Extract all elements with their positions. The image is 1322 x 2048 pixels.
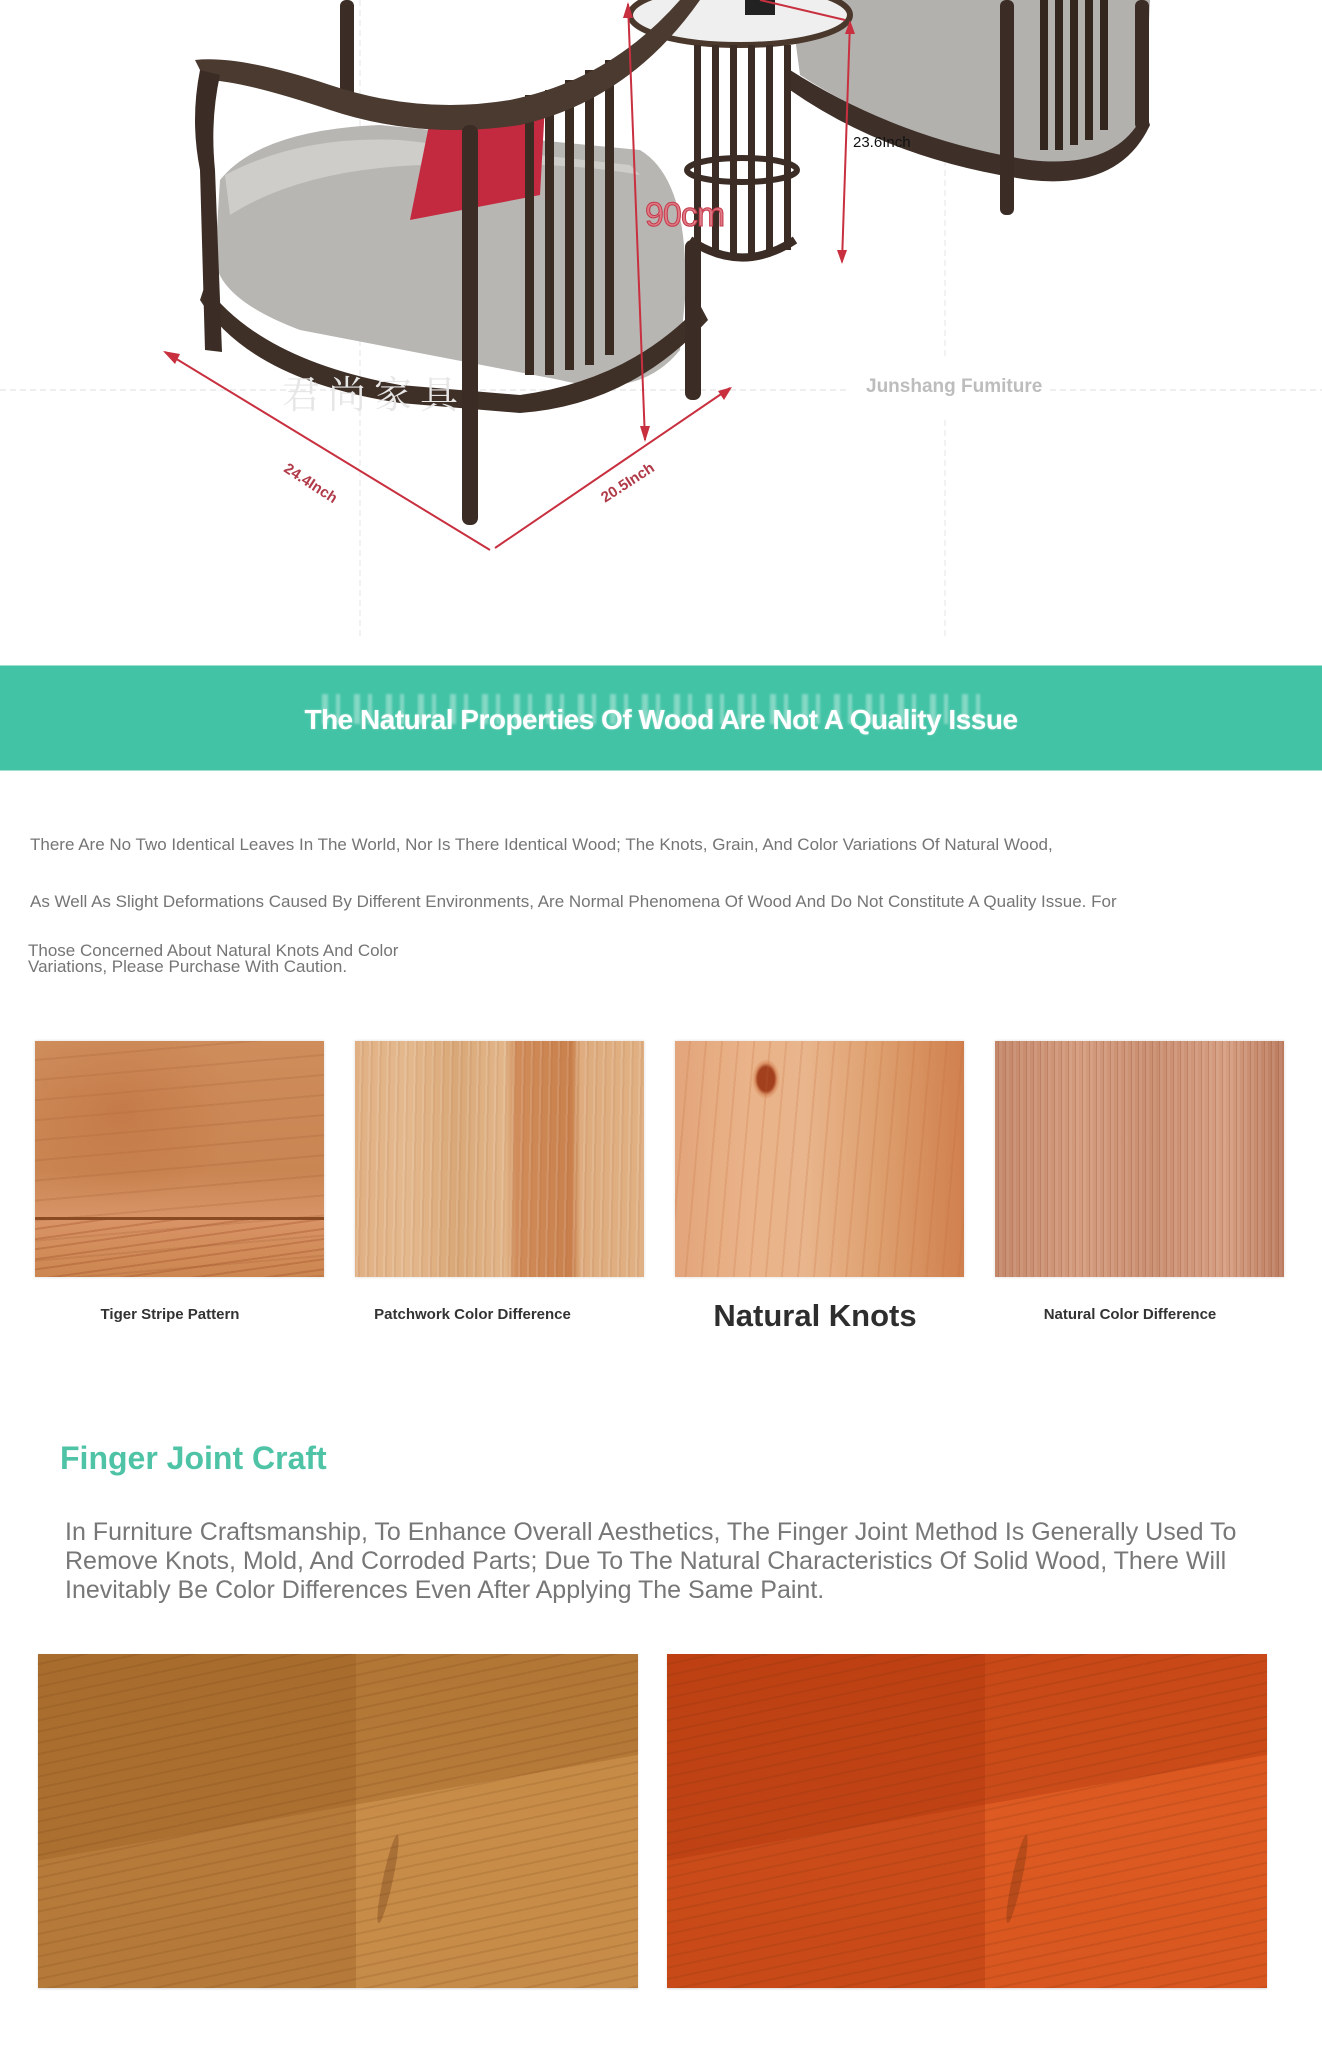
dimension-height-label: 90cm [645,196,725,234]
wood-streak [374,1834,402,1924]
finger-joint-description: In Furniture Craftsmanship, To Enhance Overall Aesthetics, The Finger Joint Method Is Generally Used To Remove Knots, Mold, And Corroded Parts; Due To The Natural Characteristics Of Solid Wood, There Will Inevitably Be Color Differences Even After Applying The Same Paint. [65,1518,1237,1604]
tiger-stripe-sample-image [35,1041,324,1277]
wood-streak [1003,1834,1031,1924]
chair-dimension-image [0,0,1322,650]
intro-line-1: There Are No Two Identical Leaves In The World, Nor Is There Identical Wood; The Knots, Grain, And Color Variations Of Natural Wood, [30,835,1053,854]
dimension-table-height-label: 23.6Inch [853,134,911,151]
sample-label: Tiger Stripe Pattern [100,1306,240,1323]
dimension-width-label: 20.5Inch [598,459,658,507]
section-banner [0,665,1322,771]
watermark-chinese: 君尚家具 [282,373,467,417]
sample-label: Natural Knots [713,1298,917,1333]
finger-joint-title: Finger Joint Craft [60,1440,327,1476]
sample-label: Patchwork Color Difference [374,1306,571,1323]
patchwork-color-sample-image [355,1041,644,1277]
natural-knots-sample-image [675,1041,964,1277]
chair-illustration [0,0,1322,650]
finger-joint-natural-panel-image [38,1654,638,1988]
natural-color-sample-image [995,1041,1284,1277]
sample-label: Natural Color Difference [1043,1306,1217,1323]
dimension-depth-label: 24.4Inch [280,460,341,507]
banner-title: The Natural Properties Of Wood Are Not A Quality Issue [304,704,1018,735]
finger-joint-orange-panel-image [667,1654,1267,1988]
intro-line-2: As Well As Slight Deformations Caused By Different Environments, Are Normal Phenomena Of Wood And Do Not Constitute A Quality Issue. For [30,892,1117,911]
watermark-brand: Junshang Fumiture [866,376,1043,397]
intro-line-3: Those Concerned About Natural Knots And Color Variations, Please Purchase With Caution. [28,941,399,976]
